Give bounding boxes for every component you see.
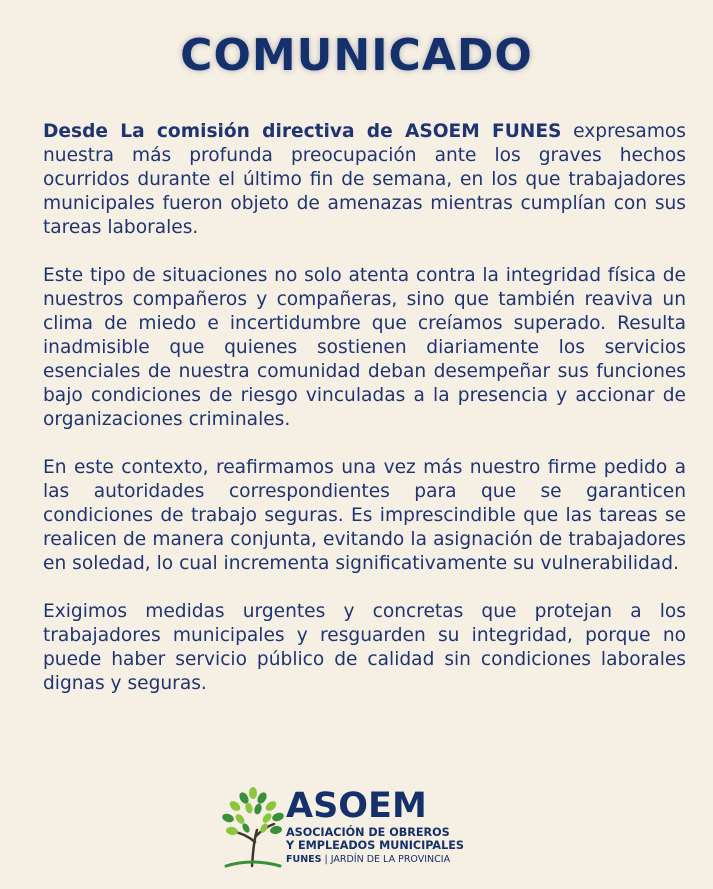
communique-body xyxy=(43,120,686,720)
logo-tagline xyxy=(286,854,450,866)
paragraph-3: En este contexto, reafirmamos una vez más nuestro firme pedido a las autoridades correspondientes para que se garanticen condiciones de trabajo seguras. Es imprescindible que las tareas se realicen de manera conjunta, evitando la asignación de trabajadores en soledad, lo cual incrementa significativamente su vulnerabilidad. xyxy=(43,457,686,574)
logo-line-2: Y EMPLEADOS MUNICIPALES xyxy=(286,839,464,852)
paragraph-4: Exigimos medidas urgentes y concretas que protejan a los trabajadores municipales y resguarden su integridad, porque no puede haber servicio público de calidad sin condiciones laborales dignas y seguras. xyxy=(43,601,686,694)
tree-icon xyxy=(222,786,284,870)
paragraph-1 xyxy=(43,120,686,240)
paragraph-1-text: expresamos nuestra más profunda preocupación ante los graves hechos ocurridos durante el último fin de semana, en los que trabajadores municipales fueron objeto de amenazas mientras cumplían con sus tareas laborales. xyxy=(43,121,686,238)
logo-tag-city: FUNES xyxy=(286,854,322,865)
asoem-logo xyxy=(222,786,472,870)
logo-tag-text: | JARDÍN DE LA PROVINCIA xyxy=(321,854,451,865)
logo-name: ASOEM xyxy=(286,786,427,826)
paragraph-1-lead: Desde La comisión directiva de ASOEM FUNES xyxy=(43,121,562,142)
paragraph-2: Este tipo de situaciones no solo atenta contra la integridad física de nuestros compañeros y compañeras, sino que también reaviva un clima de miedo e incertidumbre que creíamos superado. Resulta inadmisible que quienes sostienen diariamente los servicios esenciales de nuestra comunidad deban desempeñar sus funciones bajo condiciones de riesgo vinculadas a la presencia y accionar de organizaciones criminales. xyxy=(43,265,686,430)
page-title: COMUNICADO xyxy=(180,30,533,81)
logo-line-1: ASOCIACIÓN DE OBREROS xyxy=(286,826,450,839)
